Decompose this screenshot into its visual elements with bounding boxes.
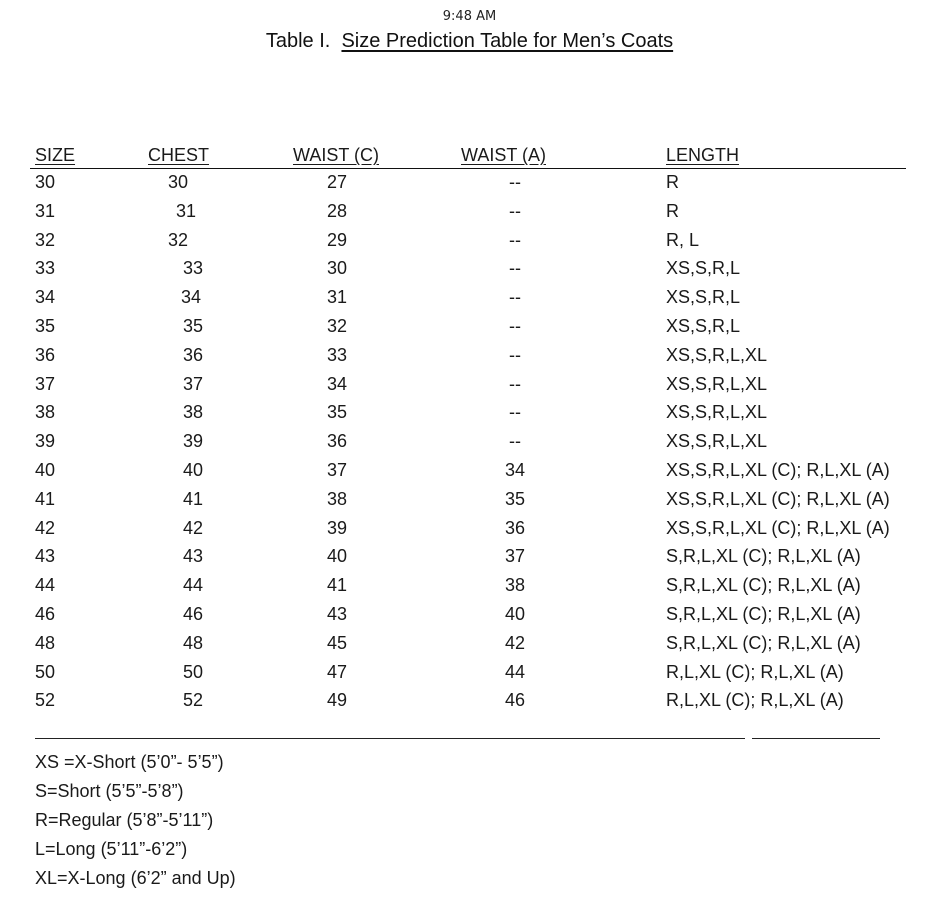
cell-waist-a: --: [509, 315, 521, 336]
cell-chest: 38: [183, 402, 204, 423]
cell-chest: 33: [183, 258, 204, 279]
cell-chest: 39: [183, 431, 204, 452]
cell-size: 34: [35, 287, 56, 308]
cell-chest: 36: [183, 344, 204, 365]
cell-waist-a: 40: [505, 603, 526, 624]
cell-size: 35: [35, 315, 56, 336]
bottom-rule-left: [35, 738, 745, 739]
cell-chest: 40: [183, 459, 204, 480]
cell-waist-a: --: [509, 431, 521, 452]
header-waist-a: WAIST (A): [461, 145, 546, 165]
table-row: [0, 687, 939, 716]
cell-chest: 48: [183, 632, 204, 653]
table-row: [0, 515, 939, 544]
cell-length: R, L: [666, 229, 700, 250]
legend: [35, 748, 236, 893]
cell-waist-c: 36: [327, 431, 348, 452]
table-row: [0, 227, 939, 256]
header-chest: CHEST: [148, 145, 210, 165]
cell-length: R: [666, 200, 679, 221]
cell-length: S,R,L,XL (C); R,L,XL (A): [666, 546, 861, 567]
status-time: 9:48 AM: [442, 9, 497, 24]
cell-size: 52: [35, 690, 56, 711]
table-row: [0, 284, 939, 313]
cell-waist-c: 29: [327, 229, 348, 250]
document-title: [0, 30, 939, 53]
cell-waist-a: --: [509, 402, 521, 423]
table-row: [0, 313, 939, 342]
cell-waist-a: 36: [505, 517, 526, 538]
header-length: LENGTH: [666, 145, 740, 165]
table-row: [0, 486, 939, 515]
cell-waist-c: 31: [327, 287, 348, 308]
cell-length: R,L,XL (C); R,L,XL (A): [666, 690, 844, 711]
size-table: [0, 145, 939, 716]
cell-waist-a: 42: [505, 632, 526, 653]
cell-waist-c: 34: [327, 373, 348, 394]
table-row: [0, 428, 939, 457]
cell-chest: 30: [168, 172, 189, 192]
cell-waist-c: 43: [327, 603, 348, 624]
table-row: [0, 601, 939, 630]
bottom-rule-right: [752, 738, 880, 739]
cell-size: 37: [35, 373, 56, 394]
cell-length: S,R,L,XL (C); R,L,XL (A): [666, 603, 861, 624]
cell-chest: 32: [168, 229, 189, 250]
table-row: [0, 399, 939, 428]
title-text: Size Prediction Table for Men’s Coats: [341, 30, 674, 52]
cell-size: 46: [35, 603, 56, 624]
cell-waist-a: 37: [505, 546, 526, 567]
table-row: [0, 255, 939, 284]
cell-size: 32: [35, 229, 56, 250]
cell-waist-c: 28: [327, 200, 348, 221]
title-prefix: Table I.: [265, 30, 331, 52]
cell-waist-c: 45: [327, 632, 348, 653]
cell-length: XS,S,R,L: [666, 315, 741, 336]
cell-waist-a: 46: [505, 690, 526, 711]
table-row: [0, 371, 939, 400]
cell-size: 50: [35, 661, 56, 682]
cell-length: XS,S,R,L,XL: [666, 373, 768, 394]
cell-length: XS,S,R,L: [666, 258, 741, 279]
cell-waist-c: 40: [327, 546, 348, 567]
header-waist-c: WAIST (C): [293, 145, 379, 165]
header-size: SIZE: [35, 145, 76, 165]
cell-waist-c: 35: [327, 402, 348, 423]
cell-chest: 41: [183, 488, 204, 509]
cell-waist-a: --: [509, 172, 521, 192]
cell-waist-c: 41: [327, 575, 348, 596]
table-row: [0, 572, 939, 601]
legend-item: XS =X-Short (5’0”- 5’5”): [35, 752, 224, 772]
table-row: [0, 659, 939, 688]
cell-length: S,R,L,XL (C); R,L,XL (A): [666, 575, 861, 596]
cell-size: 40: [35, 459, 56, 480]
cell-size: 44: [35, 575, 56, 596]
cell-length: S,R,L,XL (C); R,L,XL (A): [666, 632, 861, 653]
cell-waist-c: 30: [327, 258, 348, 279]
cell-waist-a: --: [509, 373, 521, 394]
cell-size: 30: [35, 172, 56, 192]
cell-waist-a: 35: [505, 488, 526, 509]
cell-waist-a: --: [509, 200, 521, 221]
cell-length: R,L,XL (C); R,L,XL (A): [666, 661, 844, 682]
cell-waist-a: --: [509, 287, 521, 308]
cell-size: 31: [35, 200, 56, 221]
cell-chest: 34: [181, 287, 202, 308]
cell-waist-c: 39: [327, 517, 348, 538]
cell-chest: 35: [183, 315, 204, 336]
cell-length: XS,S,R,L,XL: [666, 402, 768, 423]
cell-size: 41: [35, 488, 56, 509]
cell-waist-c: 49: [327, 690, 348, 711]
cell-waist-c: 37: [327, 459, 348, 480]
cell-waist-c: 47: [327, 661, 348, 682]
cell-size: 33: [35, 258, 56, 279]
table-row: [0, 342, 939, 371]
table-row: [0, 630, 939, 659]
cell-waist-a: --: [509, 344, 521, 365]
cell-waist-a: --: [509, 258, 521, 279]
cell-chest: 37: [183, 373, 204, 394]
cell-length: XS,S,R,L,XL: [666, 431, 768, 452]
legend-item: R=Regular (5’8”-5’11”): [35, 810, 214, 830]
table-row: [0, 198, 939, 227]
cell-waist-c: 38: [327, 488, 348, 509]
table-header: [0, 145, 939, 169]
cell-size: 42: [35, 517, 56, 538]
legend-item: L=Long (5’11”-6’2”): [35, 839, 188, 859]
table-row: [0, 457, 939, 486]
cell-size: 36: [35, 344, 56, 365]
cell-length: XS,S,R,L: [666, 287, 741, 308]
cell-size: 39: [35, 431, 56, 452]
table-row: [0, 169, 939, 198]
cell-chest: 42: [183, 517, 204, 538]
cell-chest: 31: [176, 200, 197, 221]
cell-waist-a: 44: [505, 661, 526, 682]
cell-length: XS,S,R,L,XL (C); R,L,XL (A): [666, 517, 890, 538]
cell-length: R: [666, 172, 679, 192]
cell-waist-c: 33: [327, 344, 348, 365]
cell-size: 43: [35, 546, 56, 567]
table-row: [0, 543, 939, 572]
cell-waist-c: 32: [327, 315, 348, 336]
legend-item: S=Short (5’5”-5’8”): [35, 781, 184, 801]
cell-chest: 43: [183, 546, 204, 567]
cell-length: XS,S,R,L,XL: [666, 344, 768, 365]
cell-chest: 46: [183, 603, 204, 624]
cell-chest: 44: [183, 575, 204, 596]
legend-item: XL=X-Long (6’2” and Up): [35, 868, 236, 888]
cell-length: XS,S,R,L,XL (C); R,L,XL (A): [666, 488, 890, 509]
cell-size: 48: [35, 632, 56, 653]
cell-waist-a: 34: [505, 459, 526, 480]
cell-waist-a: --: [509, 229, 521, 250]
cell-waist-c: 27: [327, 172, 348, 192]
table-body: [0, 169, 939, 716]
cell-length: XS,S,R,L,XL (C); R,L,XL (A): [666, 459, 890, 480]
cell-chest: 52: [183, 690, 204, 711]
cell-chest: 50: [183, 661, 204, 682]
cell-size: 38: [35, 402, 56, 423]
cell-waist-a: 38: [505, 575, 526, 596]
